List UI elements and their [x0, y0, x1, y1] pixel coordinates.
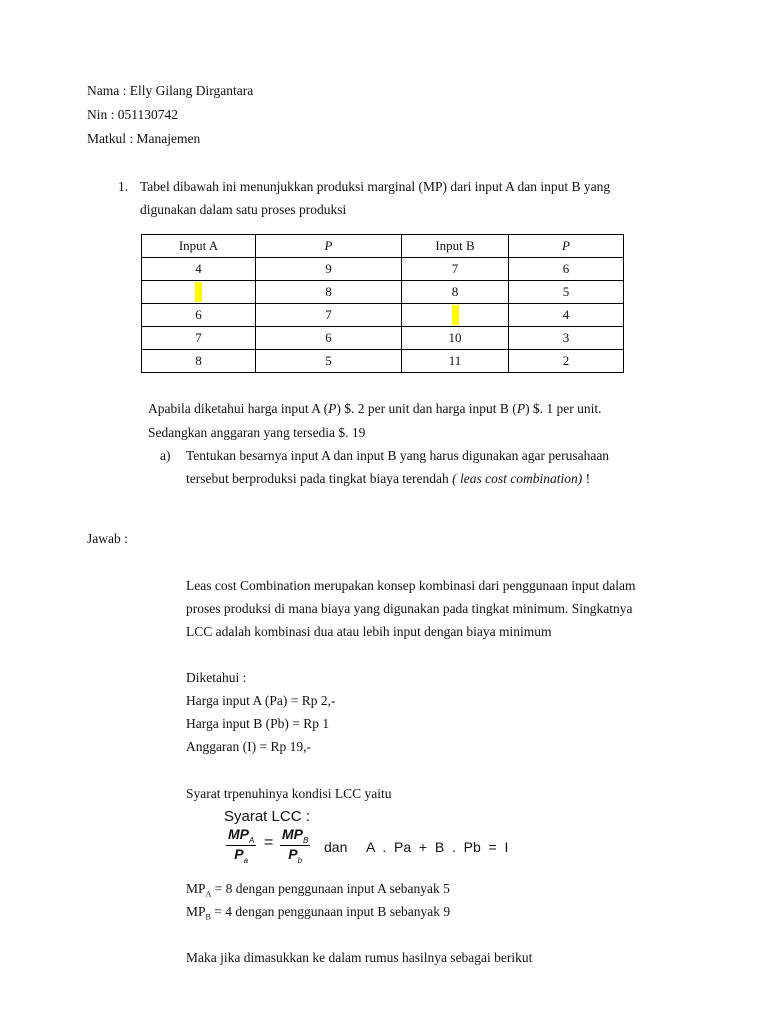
- definition-line-1: Leas cost Combination merupakan konsep kombinasi dari penggunaan input dalam: [186, 578, 636, 593]
- table-row: [142, 327, 624, 350]
- table-cell: 3: [509, 327, 624, 350]
- table-cell: 6: [256, 327, 402, 350]
- question-number: 1.: [118, 179, 129, 194]
- table-cell: 11: [402, 350, 509, 373]
- table-cell: 9: [256, 258, 402, 281]
- header-input-b: Input B: [402, 235, 509, 258]
- course-name: Matkul : Manajemen: [87, 131, 201, 146]
- student-name: Nama : Elly Gilang Dirgantara: [87, 83, 254, 98]
- lcc-formula: [224, 808, 524, 870]
- price-info-line-1: Apabila diketahui harga input A (P) $. 2 per unit dan harga input B (P) $. 1 per unit.: [148, 401, 602, 416]
- table-cell: 6: [509, 258, 624, 281]
- table-cell: 4: [509, 304, 624, 327]
- table-cell-highlighted: [402, 304, 509, 327]
- table-cell: 5: [509, 281, 624, 304]
- mp-b-statement: $MP_B = 4$ dengan penggunaan input B sebanyak 9: [186, 904, 451, 922]
- yellow-highlight-mark: [452, 305, 459, 325]
- table-cell: 10: [402, 327, 509, 350]
- table-cell: 4: [142, 258, 256, 281]
- header-input-a: Input A: [142, 235, 256, 258]
- sub-question-line-2: tersebut berproduksi pada tingkat biaya terendah ( leas cost combination) !: [186, 471, 591, 486]
- table-row: [142, 258, 624, 281]
- definition-line-2: proses produksi di mana biaya yang digunakan pada tingkat minimum. Singkatnya: [186, 601, 633, 616]
- question-text-line-2: digunakan dalam satu proses produksi: [140, 202, 347, 217]
- student-nin: Nin : 051130742: [87, 107, 178, 122]
- budget: Anggaran (I) = Rp 19,-: [186, 739, 311, 754]
- table-cell: 7: [256, 304, 402, 327]
- lcc-condition-intro: Syarat trpenuhinya kondisi LCC yaitu: [186, 786, 392, 801]
- fraction-a: $MP_A$ $P_a$: [228, 826, 255, 865]
- budget-info-line: Sedangkan anggaran yang tersedia $. 19: [148, 425, 366, 440]
- table-header-row: [142, 235, 624, 258]
- sub-question-line-1: Tentukan besarnya input A dan input B yang harus digunakan agar perusahaan: [186, 448, 610, 463]
- table-row: [142, 304, 624, 327]
- table-cell: 6: [142, 304, 256, 327]
- final-statement: Maka jika dimasukkan ke dalam rumus hasilnya sebagai berikut: [186, 950, 533, 965]
- table-cell-highlighted: [142, 281, 256, 304]
- table-row: [142, 281, 624, 304]
- table-cell: 7: [402, 258, 509, 281]
- price-b: Harga input B (Pb) = Rp 1: [186, 716, 330, 731]
- known-heading: Diketahui :: [186, 670, 247, 685]
- formula-and: dan: [324, 839, 348, 855]
- table-cell: 5: [256, 350, 402, 373]
- fraction-b: $MP_B$ $P_b$: [282, 826, 309, 865]
- question-text-line-1: Tabel dibawah ini menunjukkan produksi marginal (MP) dari input A dan input B yang: [140, 179, 611, 194]
- header-p-b: P: [509, 235, 624, 258]
- table-cell: 7: [142, 327, 256, 350]
- header-p-a: P: [256, 235, 402, 258]
- table-cell: 8: [142, 350, 256, 373]
- table-cell: 2: [509, 350, 624, 373]
- table-row: [142, 350, 624, 373]
- table-cell: 8: [402, 281, 509, 304]
- price-a: Harga input A (Pa) = Rp 2,-: [186, 693, 336, 708]
- mp-a-statement: $MP_A = 8$ dengan penggunaan input A sebanyak 5: [186, 881, 450, 899]
- answer-label: Jawab :: [87, 531, 128, 546]
- definition-line-3: LCC adalah kombinasi dua atau lebih input dengan biaya minimum: [186, 624, 552, 639]
- yellow-highlight-mark: [195, 282, 202, 302]
- equals-sign: =: [264, 834, 274, 851]
- table-cell: 8: [256, 281, 402, 304]
- sub-question-label: a): [160, 448, 171, 463]
- marginal-product-table: [141, 234, 624, 373]
- budget-equation: A . Pa + B . Pb = I: [366, 839, 509, 855]
- formula-title: Syarat LCC :: [224, 808, 310, 825]
